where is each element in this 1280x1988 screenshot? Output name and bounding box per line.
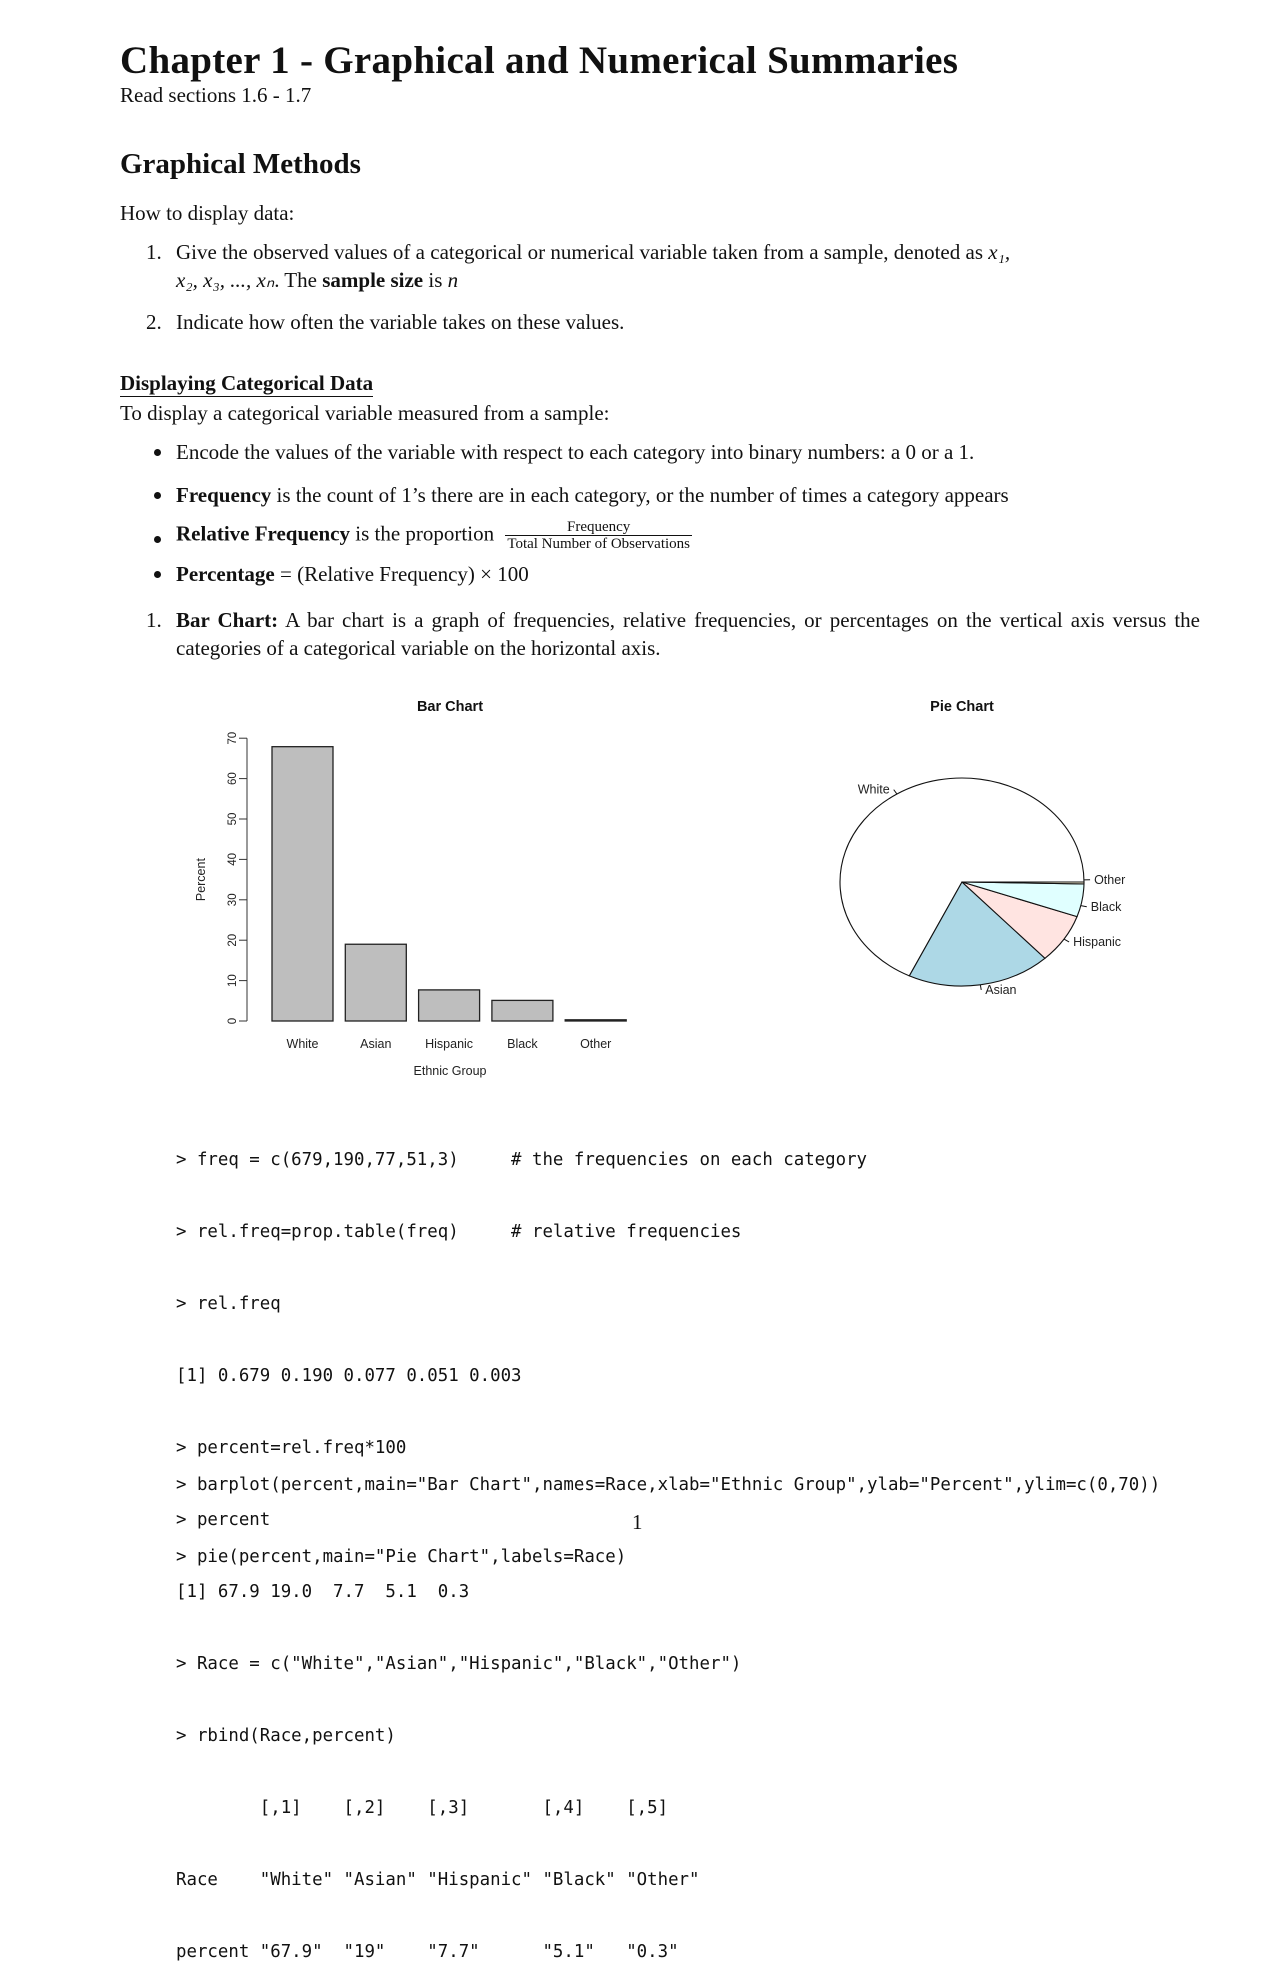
y-tick-label: 10 [227, 974, 239, 987]
bold-term: sample size [322, 268, 423, 292]
y-tick-label: 70 [227, 732, 239, 745]
bar-other [565, 1020, 626, 1021]
bold-term: Percentage [176, 562, 275, 586]
code-line: > pie(percent,main="Pie Chart",labels=Race) [176, 1545, 1160, 1569]
pie-label: Black [1091, 900, 1122, 914]
code-line: percent "67.9" "19" "7.7" "5.1" "0.3" [176, 1940, 867, 1964]
code-line: [1] 0.679 0.190 0.077 0.051 0.003 [176, 1364, 867, 1388]
y-tick-label: 60 [227, 772, 239, 785]
step-1 [120, 238, 1200, 294]
code-line: > rel.freq=prop.table(freq) # relative frequencies [176, 1220, 867, 1244]
bullet-dot [154, 449, 161, 456]
pie-label-leader [1064, 939, 1069, 942]
code-line: > freq = c(679,190,77,51,3) # the frequencies on each category [176, 1148, 867, 1172]
item-text: A bar chart is a graph of frequencies, relative frequencies, or percentages on the vertical axis versus the categories of a categorical variable on the horizontal axis. [176, 608, 1200, 660]
bullet-text: is the count of 1’s there are in each category, or the number of times a category appears [271, 483, 1008, 507]
x-tick-label: Other [580, 1037, 611, 1051]
x-tick-label: Hispanic [425, 1037, 473, 1051]
step-text: Give the observed values of a categorical or numerical variable taken from a sample, denoted as [176, 240, 988, 264]
bar-black [492, 1000, 553, 1021]
code-block-2 [176, 1425, 1160, 1593]
code-line: > percent=rel.freq*100 [176, 1436, 867, 1460]
pie-chart-title: Pie Chart [930, 699, 994, 715]
bullet-encode [120, 438, 1200, 466]
code-line: [1] 67.9 19.0 7.7 5.1 0.3 [176, 1580, 867, 1604]
x-axis-label: Ethnic Group [414, 1064, 487, 1078]
step-text: is [423, 268, 448, 292]
categorical-intro: To display a categorical variable measured from a sample: [120, 401, 1200, 426]
pie-label: White [858, 783, 890, 797]
pie-chart [840, 699, 1125, 997]
code-line: [,1] [,2] [,3] [,4] [,5] [176, 1796, 867, 1820]
pie-label-leader [1081, 906, 1087, 907]
math-term: n [448, 268, 459, 292]
y-tick-label: 50 [227, 813, 239, 826]
code-line: > barplot(percent,main="Bar Chart",names=Race,xlab="Ethnic Group",ylab="Percent",ylim=c(0,70)) [176, 1473, 1160, 1497]
math-term: x₁, [988, 240, 1010, 264]
chapter-subtitle: Read sections 1.6 - 1.7 [120, 83, 1200, 108]
chapter-title: Chapter 1 - Graphical and Numerical Summaries [120, 38, 1200, 83]
bar-white [272, 747, 333, 1021]
bar-chart-definition [120, 606, 1200, 662]
pie-label: Asian [985, 983, 1016, 997]
bold-term: Frequency [176, 483, 271, 507]
code-line: > percent [176, 1508, 867, 1532]
bullet-dot [154, 571, 161, 578]
bullet-frequency [120, 481, 1200, 509]
y-tick-label: 20 [227, 934, 239, 947]
x-tick-label: Asian [360, 1037, 391, 1051]
categorical-heading-row [120, 370, 1200, 397]
step-2 [120, 308, 1200, 336]
section-title: Graphical Methods [120, 148, 1200, 181]
bullet-text: is the proportion [350, 521, 494, 545]
bar-asian [345, 944, 406, 1021]
document-page [120, 38, 1200, 662]
item-number: 1. [146, 606, 162, 634]
bullet-text: Encode the values of the variable with respect to each category into binary numbers: a 0 or a 1. [176, 440, 974, 464]
code-line: > rbind(Race,percent) [176, 1724, 867, 1748]
bullet-dot [154, 536, 161, 543]
bullet-text: = (Relative Frequency) × 100 [275, 562, 529, 586]
code-line: Race "White" "Asian" "Hispanic" "Black" "Other" [176, 1868, 867, 1892]
steps-list [120, 238, 1200, 336]
bullet-dot [154, 492, 161, 499]
bullet-list [120, 438, 1200, 588]
step-number: 2. [146, 308, 162, 336]
bullet-relative-frequency [120, 519, 1200, 552]
bold-term: Relative Frequency [176, 521, 350, 545]
fraction-denominator: Total Number of Observations [505, 536, 692, 552]
step-text: . The [274, 268, 322, 292]
y-tick-label: 0 [227, 1018, 239, 1024]
step-text: Indicate how often the variable takes on these values. [176, 310, 624, 334]
y-tick-label: 40 [227, 853, 239, 866]
categorical-heading: Displaying Categorical Data [120, 370, 373, 397]
fraction [505, 519, 692, 552]
pie-label: Other [1094, 873, 1125, 887]
bold-term: Bar Chart: [176, 608, 278, 632]
fraction-numerator: Frequency [505, 519, 692, 536]
charts-figure [0, 690, 1280, 1110]
section-intro: How to display data: [120, 201, 1200, 226]
math-term: x₂, x₃, ..., xₙ [176, 268, 274, 292]
page-number: 1 [632, 1510, 643, 1535]
bullet-percentage [120, 560, 1200, 588]
code-line: > rel.freq [176, 1292, 867, 1316]
bar-chart-title: Bar Chart [417, 699, 483, 715]
pie-label-leader [980, 985, 981, 990]
y-axis-label: Percent [194, 858, 208, 902]
x-tick-label: Black [507, 1037, 538, 1051]
y-tick-label: 30 [227, 893, 239, 906]
step-number: 1. [146, 238, 162, 266]
bar-chart [194, 699, 626, 1078]
x-tick-label: White [287, 1037, 319, 1051]
bar-chart-item [120, 606, 1200, 662]
pie-label: Hispanic [1073, 935, 1121, 949]
code-line: > Race = c("White","Asian","Hispanic","Black","Other") [176, 1652, 867, 1676]
bar-hispanic [419, 990, 480, 1021]
pie-label-leader [894, 790, 897, 794]
